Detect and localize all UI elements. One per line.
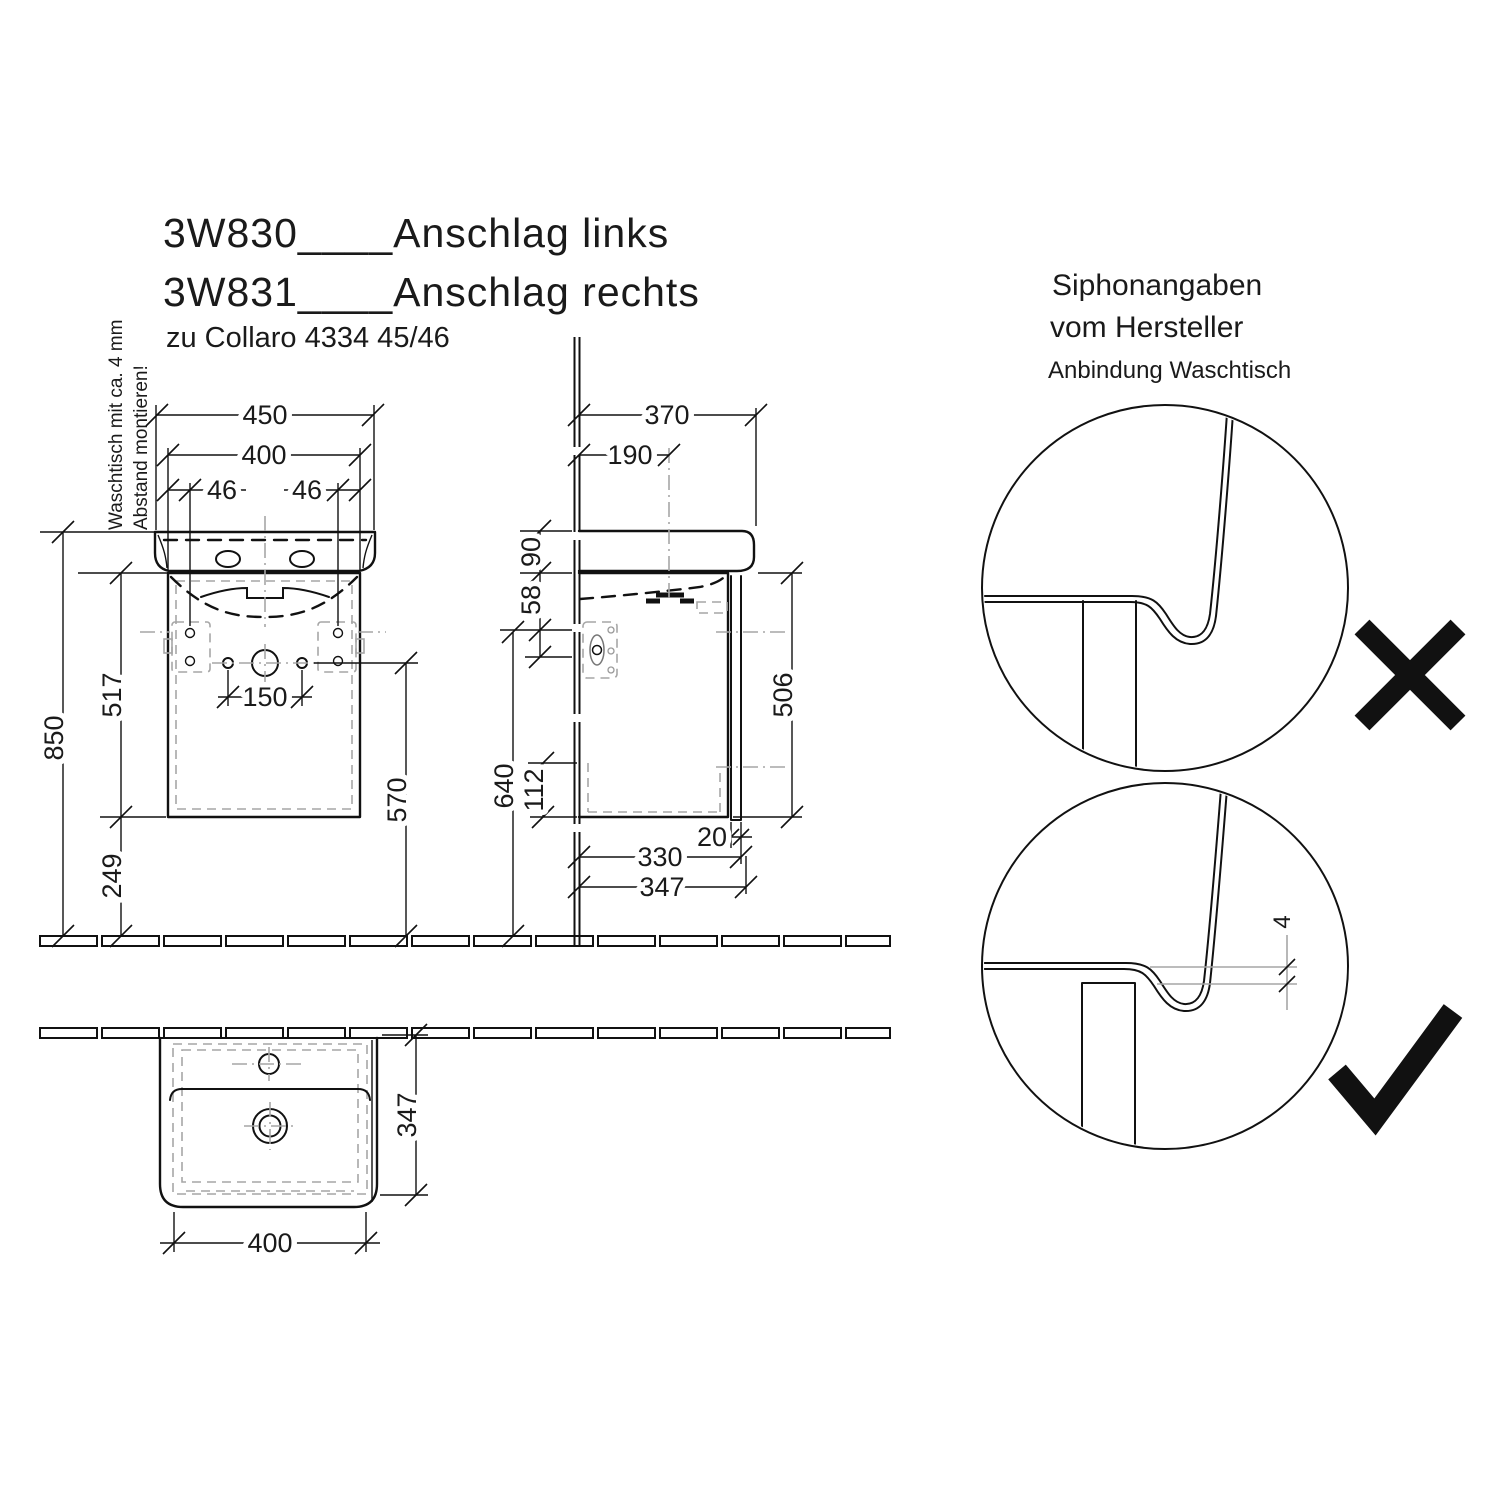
siphon-subheading: Anbindung Waschtisch: [1048, 357, 1292, 384]
dim-offset-right: 46: [291, 475, 323, 505]
hinge-detail: [583, 622, 617, 678]
wall-line-side: [575, 337, 580, 946]
mounting-note-line2: Abstand montieren!: [131, 365, 152, 530]
drain-recess-line: [201, 588, 329, 598]
dim-basin-height: 90: [516, 536, 546, 568]
bracket-right: [318, 622, 356, 672]
bracket-left: [172, 622, 210, 672]
dim-plinth-height: 112: [519, 768, 549, 812]
mounting-note: [106, 320, 152, 530]
dim-cabinet-width: 400: [241, 440, 287, 470]
dim-cabinet-height: 517: [97, 672, 127, 718]
side-view: [489, 337, 803, 947]
dim-siphon-height: 640: [489, 763, 519, 809]
dim-basin-top-height: 850: [39, 715, 69, 761]
bowl-front-edge: [170, 1089, 370, 1100]
door-side: [731, 576, 741, 820]
title-block: [163, 210, 700, 354]
plinth-dashed: [588, 763, 720, 812]
standpipe-correct: [1082, 983, 1135, 1152]
detail-correct: [982, 776, 1453, 1152]
detail-wrong-circle: [982, 405, 1348, 771]
front-view: [39, 400, 418, 947]
plan-view: [160, 1024, 428, 1258]
dim-basin-width: 450: [242, 400, 288, 430]
detail-wrong: [982, 398, 1458, 775]
title-subtitle: zu Collaro 4334 45/46: [166, 322, 450, 354]
dim-hole-spacing: 150: [242, 682, 288, 712]
floor-line: [40, 936, 890, 946]
dim-basin-depth: 370: [644, 400, 690, 430]
dim-total-depth: 347: [639, 872, 685, 902]
dim-tap-axis: 190: [607, 440, 653, 470]
siphon-info-block: [1048, 269, 1291, 384]
dim-door-thickness: 20: [696, 822, 728, 852]
basin-bottom-dashed: [580, 575, 726, 599]
standpipe-wrong: [1083, 601, 1136, 775]
siphon-heading-line1: Siphonangaben: [1052, 269, 1263, 302]
check-mark-icon: [1337, 1011, 1453, 1117]
dim-gap-below-basin: 58: [516, 584, 546, 616]
basin-plan-dashed-outer: [173, 1044, 367, 1194]
fitting-dashed-box: [697, 602, 727, 613]
overflow-hole-right: [290, 551, 314, 567]
wall-line-plan: [40, 1028, 890, 1038]
cabinet-side-outline: [579, 573, 728, 817]
mounting-note-line1: Waschtisch mit ca. 4 mm: [106, 319, 127, 530]
basin-side-outline: [579, 531, 754, 571]
drain-fitting: [646, 595, 694, 601]
dim-offset-left: 46: [206, 475, 238, 505]
dim-plan-depth: 347: [392, 1092, 422, 1138]
title-article-left: 3W830____Anschlag links: [163, 210, 670, 256]
x-mark-icon: [1362, 627, 1458, 723]
dim-cabinet-height-side: 506: [768, 672, 798, 718]
dim-clearance: 4: [1269, 915, 1296, 929]
dim-cabinet-depth: 330: [637, 842, 683, 872]
dim-floor-clearance: 249: [97, 853, 127, 899]
dim-drill-height: 570: [382, 777, 412, 823]
dim-plan-width: 400: [247, 1228, 293, 1258]
overflow-hole-left: [216, 551, 240, 567]
detail-correct-circle: [982, 783, 1348, 1149]
siphon-heading-line2: vom Hersteller: [1050, 311, 1244, 344]
title-article-right: 3W831____Anschlag rechts: [163, 269, 700, 315]
